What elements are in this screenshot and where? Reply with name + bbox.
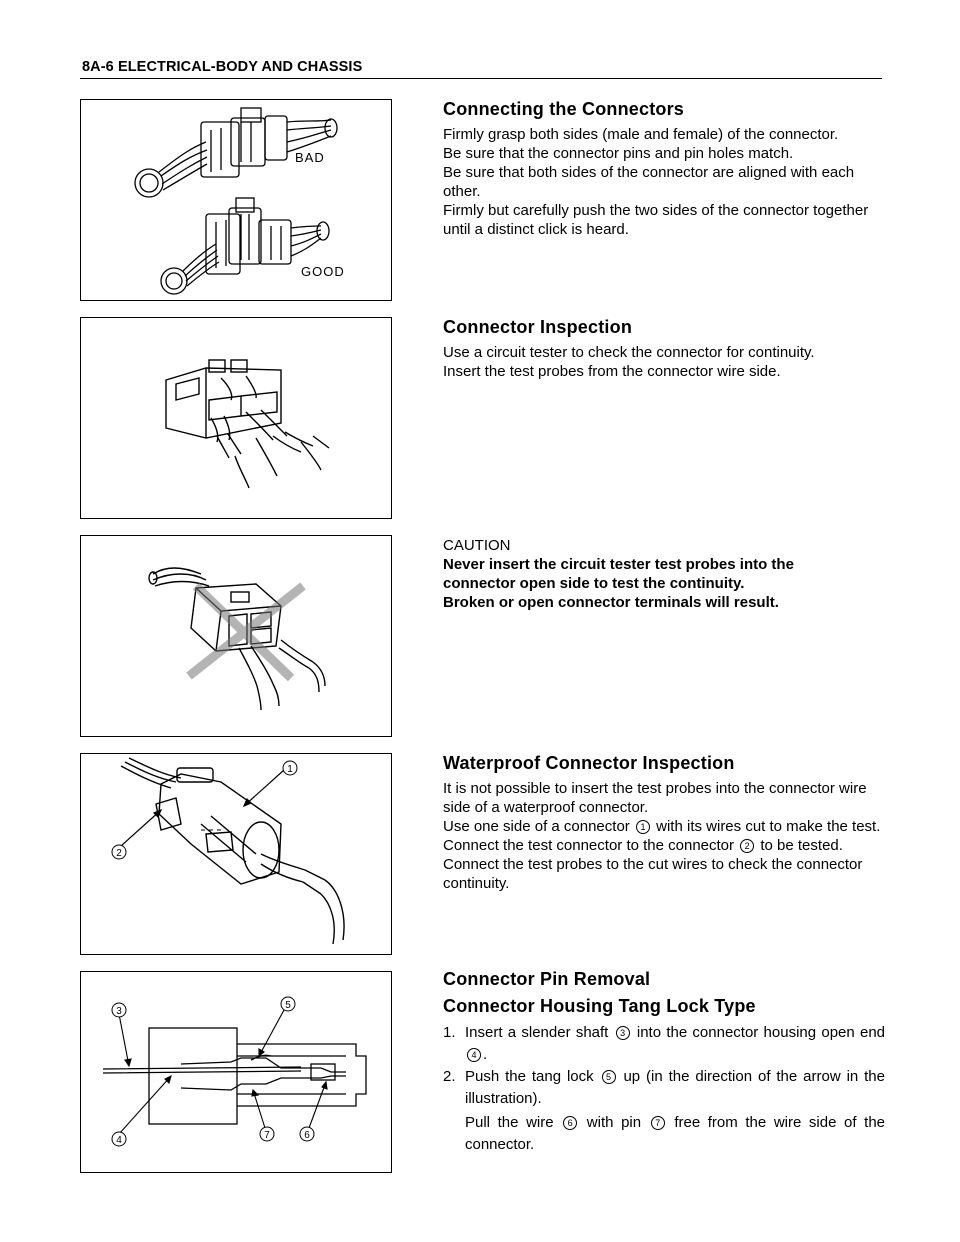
connecting-line-2: Be sure that the connector pins and pin holes match. bbox=[443, 145, 794, 162]
callout-ref-7: 7 bbox=[651, 1116, 665, 1130]
svg-text:4: 4 bbox=[116, 1135, 122, 1146]
caution-title: CAUTION bbox=[443, 537, 511, 554]
section-connecting bbox=[443, 98, 885, 239]
caution-line-2: connector open side to test the continuity. bbox=[443, 575, 745, 592]
step-1: 1. Insert a slender shaft 3 into the connector housing open end 4 . bbox=[443, 1024, 886, 1063]
section-subheading-tang-lock: Connector Housing Tang Lock Type bbox=[443, 996, 756, 1016]
callout-ref-2: 2 bbox=[740, 839, 754, 853]
connector-probe-illustration bbox=[81, 318, 391, 518]
callout-7 bbox=[260, 1127, 274, 1141]
section-heading-inspection: Connector Inspection bbox=[443, 317, 633, 337]
svg-text:5: 5 bbox=[285, 1000, 291, 1011]
step-2-continued: Pull the wire 6 with pin 7 free from the wire side of the connector. bbox=[465, 1114, 886, 1153]
svg-text:2: 2 bbox=[116, 848, 122, 859]
section-connector-inspection bbox=[443, 316, 885, 381]
figure-connector-inspection bbox=[80, 317, 392, 519]
figure-pin-removal bbox=[80, 971, 392, 1173]
callout-3 bbox=[112, 1003, 126, 1017]
waterproof-connector-illustration bbox=[81, 754, 391, 954]
callout-ref-1: 1 bbox=[636, 820, 650, 834]
connecting-line-4: Firmly but carefully push the two sides of the connector together until a distinct click is heard. bbox=[443, 202, 869, 238]
callout-4 bbox=[112, 1132, 126, 1146]
page-header bbox=[80, 58, 882, 79]
crossed-out-probe-illustration bbox=[81, 536, 391, 736]
section-caution bbox=[443, 536, 885, 612]
figure-caution bbox=[80, 535, 392, 737]
figure-waterproof-connector bbox=[80, 753, 392, 955]
callout-2 bbox=[112, 845, 126, 859]
waterproof-p1: It is not possible to insert the test probes into the connector wire side of a waterproof connector. bbox=[443, 780, 867, 816]
connecting-line-1: Firmly grasp both sides (male and female) of the connector. bbox=[443, 126, 839, 143]
section-heading-pin-removal: Connector Pin Removal bbox=[443, 969, 651, 989]
callout-ref-4: 4 bbox=[467, 1048, 481, 1062]
callout-ref-6: 6 bbox=[563, 1116, 577, 1130]
waterproof-p2: Use one side of a connector 1 with its wires cut to make the test. bbox=[443, 818, 881, 835]
good-label: GOOD bbox=[301, 264, 345, 279]
svg-text:3: 3 bbox=[116, 1006, 122, 1017]
page-title: 8A-6 ELECTRICAL-BODY AND CHASSIS bbox=[82, 59, 363, 75]
callout-6 bbox=[300, 1127, 314, 1141]
section-waterproof bbox=[443, 752, 885, 893]
tang-lock-cross-section-illustration bbox=[81, 972, 391, 1172]
inspection-line-2: Insert the test probes from the connector wire side. bbox=[443, 363, 781, 380]
step-2: 2. Push the tang lock 5 up (in the direction of the arrow in the illustration). bbox=[443, 1068, 885, 1107]
callout-1 bbox=[283, 761, 297, 775]
callout-ref-5: 5 bbox=[602, 1070, 616, 1084]
svg-text:1: 1 bbox=[287, 764, 293, 775]
section-heading-connecting: Connecting the Connectors bbox=[443, 99, 685, 119]
svg-text:6: 6 bbox=[304, 1130, 310, 1141]
section-pin-removal bbox=[443, 968, 885, 1156]
bad-label: BAD bbox=[295, 150, 325, 165]
pin-removal-steps bbox=[443, 1022, 885, 1110]
svg-text:7: 7 bbox=[264, 1130, 270, 1141]
callout-ref-3: 3 bbox=[616, 1026, 630, 1040]
waterproof-p4: Connect the test probes to the cut wires to check the connector continuity. bbox=[443, 856, 863, 892]
connector-bad-good-illustration bbox=[81, 100, 391, 300]
caution-line-1: Never insert the circuit tester test probes into the bbox=[443, 556, 794, 573]
figure-connecting-connectors bbox=[80, 99, 392, 301]
caution-line-3: Broken or open connector terminals will result. bbox=[443, 594, 779, 611]
section-heading-waterproof: Waterproof Connector Inspection bbox=[443, 753, 735, 773]
callout-5 bbox=[281, 997, 295, 1011]
waterproof-p3: Connect the test connector to the connector 2 to be tested. bbox=[443, 837, 843, 854]
connecting-line-3: Be sure that both sides of the connector are aligned with each other. bbox=[443, 164, 855, 200]
inspection-line-1: Use a circuit tester to check the connector for continuity. bbox=[443, 344, 815, 361]
